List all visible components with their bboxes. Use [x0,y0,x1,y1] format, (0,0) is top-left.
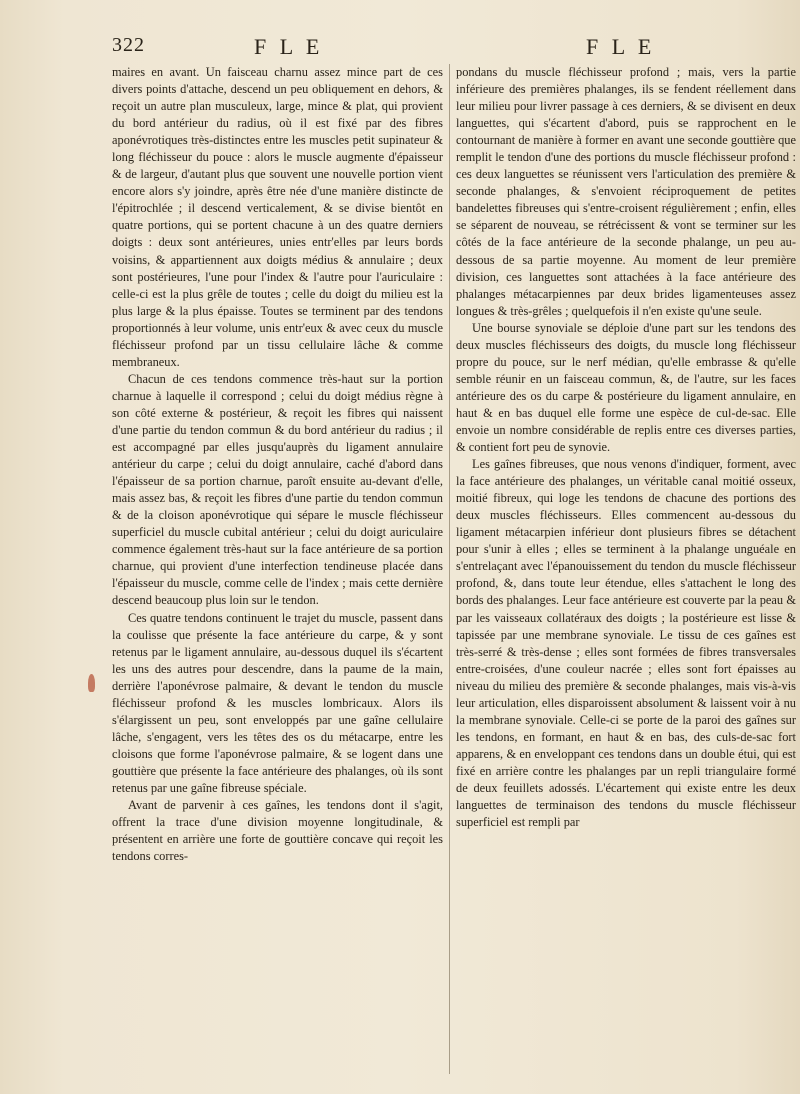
paragraph: Ces quatre tendons continuent le trajet du muscle, passent dans la coulisse que présente la face antérieure du carpe, & y sont retenus par le ligament annulaire, au-dessous duquel ils s'écartent les uns des autres pour descendre, dans la paume de la main, derrière l'aponévrose palmaire, & devant le tendon du muscle fléchisseur profond & les muscles lombricaux. Alors ils s'élargissent un peu, sont enveloppés par une gaîne cellulaire lâche, s'engagent, vers les têtes des os du métacarpe, entre les cloisons que forme l'aponévrose palmaire, & se logent dans une gouttière que présente la face antérieure des phalanges, où ils sont retenus par une gaîne fibreuse spéciale. [112,610,443,795]
page-header [112,34,790,60]
running-head-right: F L E [586,34,656,59]
column-divider [449,64,450,1074]
page-number: 322 [112,34,145,56]
left-column [112,64,443,865]
paragraph: maires en avant. Un faisceau charnu assez mince part de ces divers points d'attache, descend un peu obliquement en dehors, & reçoit un autre plan musculeux, large, mince & plat, qui provient du bord antérieur du radius, où il est fixé par des fibres aponévrotiques très-distinctes entre les muscles petit supinateur & long fléchisseur du pouce : alors le muscle augmente d'épaisseur & de largeur, d'autant plus que souvent une nouvelle portion vient encore alors s'y joindre, après être née d'une manière distincte de l'épitrochlée ; il descend verticalement, & se divise bientôt en quatre portions, qui se portent chacune à un des quatre derniers doigts : deux sont antérieures, unies entr'elles par leurs bords voisins, & appartiennent aux doigts médius & annulaire ; deux sont postérieures, l'une pour l'index & l'autre pour l'auriculaire : celle-ci est la plus grêle de toutes ; celle du doigt du milieu est la plus large & la plus épaisse. Toutes se terminent par des tendons proportionnés à leur volume, unis entr'eux & avec ceux du muscle fléchisseur profond par un tissu cellulaire lâche & comme membraneux. [112,65,443,369]
ink-stain [88,674,95,692]
paragraph: Les gaînes fibreuses, que nous venons d'indiquer, forment, avec la face antérieure des phalanges, un véritable canal moitié osseux, moitié fibreux, qui loge les tendons de chacune des portions des deux muscles fléchisseurs. Elles commencent au-dessous du ligament métacarpien inférieur dont plusieurs fibres se détachent pour s'unir à elles ; elles se terminent à la phalange unguéale en s'entrelaçant avec l'épanouissement du tendon du muscle fléchisseur profond, &, dans toute leur étendue, elles s'attachent le long des bords des phalanges. Leur face antérieure est couverte par la peau & par les vaisseaux collatéraux des doigts ; la postérieure est lisse & tapissée par une membrane synoviale. Le tissu de ces gaînes est très-serré & très-dense ; elles sont formées de fibres transversales entre-croisées, d'une couleur nacrée ; elles sont fort épaisses au niveau du milieu des première & seconde phalanges, mais vis-à-vis leur articulation, elles disparoissent absolument & laissent voir à nu la membrane synoviale. Celle-ci se porte de la paroi des gaînes sur les tendons, en formant, en haut & en bas, des culs-de-sac fort apparens, & en enveloppant ces tendons dans un double étui, qui est fixé en arrière contre les phalanges par un repli triangulaire formé de deux feuillets adossés. L'écartement qui existe entre les deux languettes de terminaison des tendons du muscle fléchisseur superficiel est rempli par [456,457,796,830]
right-column [456,64,796,831]
paragraph: Une bourse synoviale se déploie d'une part sur les tendons des deux muscles fléchisseurs des doigts, du muscle long fléchisseur propre du pouce, sur le nerf médian, qu'elle embrasse & qu'elle semble réunir en un faisceau commun, &, de l'autre, sur les faces antérieure des os du carpe & postérieure du ligament annulaire, en haut & en bas duquel elle forme une espèce de cul-de-sac. Elle envoie un nombre considérable de replis entre ces diverses parties, & contient fort peu de synovie. [456,320,796,455]
paragraph: pondans du muscle fléchisseur profond ; mais, vers la partie inférieure des premières phalanges, ils se fendent réellement dans leur milieu pour livrer passage à ces derniers, & se divisent en deux languettes, qui s'écartent d'abord, puis se rapprochent en le contournant de manière à former en avant une seconde gouttière que remplit le tendon d'une des portions du muscle fléchisseur profond : ces deux languettes se réunissent vers l'articulation des première & seconde phalanges, & s'envoient réciproquement de petites bandelettes fibreuses qui s'entre-croisent régulièrement ; enfin, elles se séparent de nouveau, se rétrécissent & vont se terminer sur les côtés de la face antérieure de la seconde phalange, un peu au-dessous de sa partie moyenne. Au moment de leur première division, ces languettes sont attachées à la face antérieure des phalanges métacarpiennes par deux brides ligamenteuses assez longues & très-grêles ; quelquefois il n'en existe qu'une seule. [456,65,796,318]
running-head-left: F L E [254,34,324,59]
paragraph: Chacun de ces tendons commence très-haut sur la portion charnue à laquelle il correspond ; celui du doigt médius règne à son côté externe & postérieur, & reçoit les fibres qui naissent d'une partie du tendon commun & du bord antérieur du radius ; il est accompagné par elles jusqu'auprès du ligament annulaire antérieur du carpe ; celui du doigt annulaire, caché d'abord dans l'épaisseur de sa portion charnue, paroît ensuite au-devant d'elle, mais assez bas, & reçoit les fibres d'une partie du tendon commun & de la cloison aponévrotique qui sépare le muscle fléchisseur superficiel du muscle cubital antérieur ; celui du doigt auriculaire commence également très-haut sur la face antérieure de sa portion charnue, qui provient d'une interfection tendineuse placée dans l'épaisseur du muscle, comme celle de l'index ; mais cette dernière descend beaucoup plus loin sur le tendon. [112,371,443,608]
paragraph: Avant de parvenir à ces gaînes, les tendons dont il s'agit, offrent la trace d'une division moyenne longitudinale, & présentent en arrière une forte de gouttière concave qui reçoit les tendons corres- [112,798,443,864]
